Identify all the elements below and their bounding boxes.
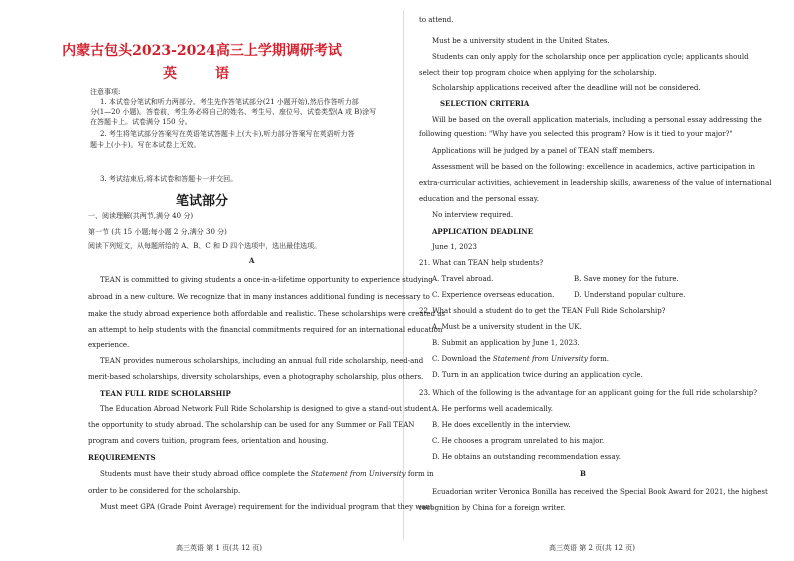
- passage-line: [100, 470, 434, 479]
- notice-line: 2. 考生将笔试部分答案写在英语笔试答题卡上(大卡),听力部分答案写在英语听力答: [100, 130, 355, 138]
- passage-line: program and covers tuition, program fees, orientation and housing.: [88, 437, 329, 445]
- section-instruction: 阅读下列短文，从每题所给的 A、B、C 和 D 四个选项中，选出最佳选项。: [88, 242, 322, 250]
- passage-line: Scholarship applications received after the deadline will not be considered.: [432, 84, 701, 92]
- text-run: form in: [405, 470, 434, 478]
- option-21-b: B. Save money for the future.: [574, 275, 679, 283]
- option-23-a: A. He performs well academically.: [432, 405, 553, 413]
- question-22: 22. What should a student do to get the TEAN Full Ride Scholarship?: [419, 307, 666, 315]
- passage-line: select their top program choice when applying for the scholarship.: [419, 69, 657, 77]
- passage-line: Students can only apply for the scholarship once per application cycle; applicants should: [432, 53, 749, 61]
- page-footer: 高三英语 第 2 页(共 12 页): [549, 544, 635, 552]
- passage-line: TEAN provides numerous scholarships, including an annual full ride scholarship, need-and: [100, 357, 424, 365]
- passage-line: an attempt to help students with the financial commitments required for an international education: [88, 326, 443, 334]
- notice-line: 题卡上(小卡)。写在本试卷上无效。: [90, 141, 201, 149]
- text-run: Students must have their study abroad office complete the: [100, 470, 311, 478]
- option-22-d: D. Turn in an application twice during an application cycle.: [432, 371, 643, 379]
- passage-line: Assessment will be based on the following: excellence in academics, active participation in: [432, 163, 756, 171]
- subject-title: 英 语: [163, 66, 241, 82]
- passage-line: Must be a university student in the United States.: [432, 37, 610, 45]
- passage-line: The Education Abroad Network Full Ride Scholarship is designed to give a stand-out student: [100, 405, 432, 413]
- section-title: 笔试部分: [175, 194, 228, 209]
- option-21-a: A. Travel abroad.: [432, 275, 494, 283]
- option-21-c: C. Experience overseas education.: [432, 291, 555, 299]
- passage-line: Applications will be judged by a panel of TEAN staff members.: [432, 147, 655, 155]
- passage-line: extra-curricular activities, achievement in leadership skills, awareness of the value of international: [419, 179, 772, 187]
- passage-heading: REQUIREMENTS: [88, 453, 156, 462]
- text-run: form.: [587, 355, 609, 363]
- section-heading: 第一节 (共 15 小题;每小题 2 分,满分 30 分): [88, 228, 227, 236]
- form-name: Statement from University: [310, 470, 406, 478]
- notice-line: 分(1—20 小题)。答卷前，考生务必将自己的姓名、考生号、座位号、试卷类型(A 或 B)涂写: [90, 108, 377, 116]
- right-page: [404, 0, 794, 561]
- option-22-b: B. Submit an application by June 1, 2023.: [432, 339, 580, 347]
- passage-line: experience.: [88, 341, 130, 349]
- passage-line: TEAN is committed to giving students a once-in-a-lifetime opportunity to experience studying: [100, 276, 433, 284]
- passage-line: to attend.: [419, 16, 454, 24]
- passage-line: abroad in a new culture. We recognize that in many instances additional funding is necessary to: [88, 293, 430, 301]
- option-22-a: A. Must be a university student in the UK.: [432, 323, 582, 331]
- passage-line: Will be based on the overall application materials, including a personal essay addressing the: [432, 116, 762, 124]
- question-21: 21. What can TEAN help students?: [419, 259, 544, 267]
- option-21-d: D. Understand popular culture.: [574, 291, 686, 299]
- option-23-b: B. He does excellently in the interview.: [432, 421, 571, 429]
- notice-line: 在答题卡上。试卷满分 150 分。: [90, 118, 192, 126]
- notice-line: 1. 本试卷分笔试和听力两部分。考生先作答笔试部分(21 小题开始),然后作答听力部: [100, 98, 359, 106]
- text-run: C. Download the: [432, 355, 493, 363]
- passage-line: June 1, 2023: [432, 243, 477, 251]
- notice-line: 3. 考试结束后,将本试卷和答题卡一并交回。: [100, 175, 238, 183]
- part-heading: 一、阅读理解(共两节,满分 40 分): [88, 212, 194, 220]
- passage-line: following question: "Why have you selected this program? How is it tied to your major?": [419, 130, 733, 138]
- passage-letter: A: [249, 256, 255, 265]
- notice-header: 注意事项:: [90, 88, 121, 96]
- question-23: 23. Which of the following is the advantage for an applicant going for the full ride scholarship?: [419, 389, 758, 397]
- passage-line: No interview required.: [432, 211, 514, 219]
- passage-heading: APPLICATION DEADLINE: [432, 227, 534, 236]
- passage-line: the opportunity to study abroad. The scholarship can be used for any Summer or Fall TEAN: [88, 421, 415, 429]
- passage-line: make the study abroad experience both affordable and realistic. These scholarships were created as: [88, 310, 446, 318]
- passage-line: recognition by China for a foreign writer.: [419, 504, 566, 512]
- form-name: Statement from University: [492, 355, 588, 363]
- option-23-d: D. He obtains an outstanding recommendation essay.: [432, 453, 621, 461]
- option-22-c: [432, 355, 609, 364]
- passage-line: Ecuadorian writer Veronica Bonilla has received the Special Book Award for 2021, the highest: [432, 488, 768, 496]
- passage-letter: B: [580, 469, 586, 478]
- passage-line: education and the personal essay.: [419, 195, 539, 203]
- option-23-c: C. He chooses a program unrelated to his major.: [432, 437, 605, 445]
- exam-title: 内蒙古包头2023-2024高三上学期调研考试: [62, 43, 342, 59]
- passage-heading: SELECTION CRITERIA: [440, 99, 530, 108]
- page-footer: 高三英语 第 1 页(共 12 页): [176, 544, 262, 552]
- passage-heading: TEAN FULL RIDE SCHOLARSHIP: [100, 389, 231, 398]
- passage-line: Must meet GPA (Grade Point Average) requirement for the individual program that they want: [100, 503, 433, 511]
- passage-line: merit-based scholarships, diversity scholarships, even a photography scholarship, plus others.: [88, 373, 424, 381]
- passage-line: order to be considered for the scholarship.: [88, 487, 241, 495]
